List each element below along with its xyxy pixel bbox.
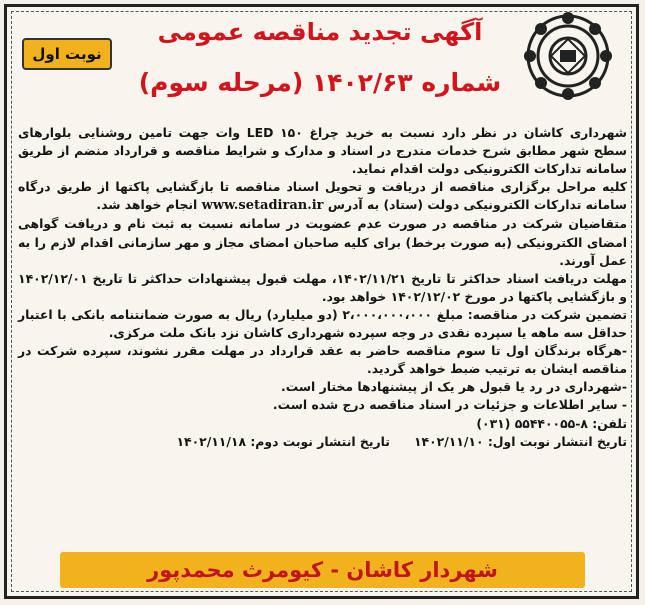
procedure-end: انجام خواهد شد. xyxy=(96,197,198,213)
second-publish-date: تاریخ انتشار نوبت دوم: ۱۴۰۲/۱۱/۱۸ xyxy=(176,433,390,449)
paragraph-registration: متقاضیان شرکت در مناقصه در صورت عدم عضویت در سامانه نسبت به ثبت نام و دریافت گواهی امضای الکترونیکی (به صورت برخط) برای کلیه صاحبان امضای مجاز و مهر سازمانی اقدام لازم را به عمل آورند. xyxy=(18,216,627,268)
notice-body xyxy=(18,124,627,544)
paragraph-deadlines: مهلت دریافت اسناد حداکثر تا تاریخ ۱۴۰۲/۱۱/۲۱، مهلت قبول پیشنهادات حداکثر تا تاریخ ۱۴۰۲/۱۲/۰۱ و بازگشایی پاکتها در مورخ ۱۴۰۲/۱۲/۰۲ خواهد بود. xyxy=(18,270,627,304)
notice-header xyxy=(10,8,620,120)
first-round-badge: نوبت اول xyxy=(22,38,112,70)
phone-number: تلفن: ۸-۵۵۴۴۰۰۵۵ (۰۳۱) xyxy=(476,415,627,431)
paragraph-subject: شهرداری کاشان در نظر دارد نسبت به خرید چراغ LED ۱۵۰ وات جهت تامین روشنایی بلوارهای سطح شهر مطابق شرح خدمات مندرج در اسناد و مدارک و شرایط مناقصه و قرارداد منضم از طریق سامانه تدارکات الکترونیکی دولت اقدام نماید. xyxy=(18,125,627,177)
notice-number: شماره ۱۴۰۲/۶۳ (مرحله سوم) xyxy=(138,68,502,97)
first-publish-date: تاریخ انتشار نوبت اول: ۱۴۰۲/۱۱/۱۰ xyxy=(413,433,627,449)
paragraph-guarantee: تضمین شرکت در مناقصه: مبلغ ۲،۰۰۰،۰۰۰،۰۰۰ (دو میلیارد) ریال به صورت ضمانتنامه بانکی با اعتبار حداقل سه ماهه یا سپرده نقدی در وجه سپرده شهرداری کاشان نزد بانک ملت مرکزی. xyxy=(18,306,628,341)
signature-banner: شهردار کاشان - کیومرث محمدپور xyxy=(60,552,585,588)
procedure-text: کلیه مراحل برگزاری مناقصه از دریافت و تحویل اسناد مناقصه تا بازگشایی پاکتها از طریق درگاه سامانه تدارکات الکترونیکی دولت (ستاد) به آدرس xyxy=(18,179,627,213)
paragraph-forfeit: -هرگاه برندگان اول تا سوم مناقصه حاضر به عقد قرارداد در مهلت مقرر نشوند، سپرده شرکت در مناقصه ایشان به ترتیب ضبط خواهد گردید. xyxy=(18,343,627,377)
notice-title: آگهی تجدید مناقصه عمومی xyxy=(157,18,483,46)
publish-dates xyxy=(18,433,627,451)
paragraph-discretion: -شهرداری در رد یا قبول هر یک از پیشنهادها مختار است. xyxy=(281,379,627,395)
paragraph-procedure xyxy=(18,178,627,215)
setadiran-link[interactable]: www.setadiran.ir xyxy=(201,198,324,214)
paragraph-details: - سایر اطلاعات و جزئیات در اسناد مناقصه درج شده است. xyxy=(272,397,627,413)
kashan-municipality-emblem-icon xyxy=(522,10,614,102)
